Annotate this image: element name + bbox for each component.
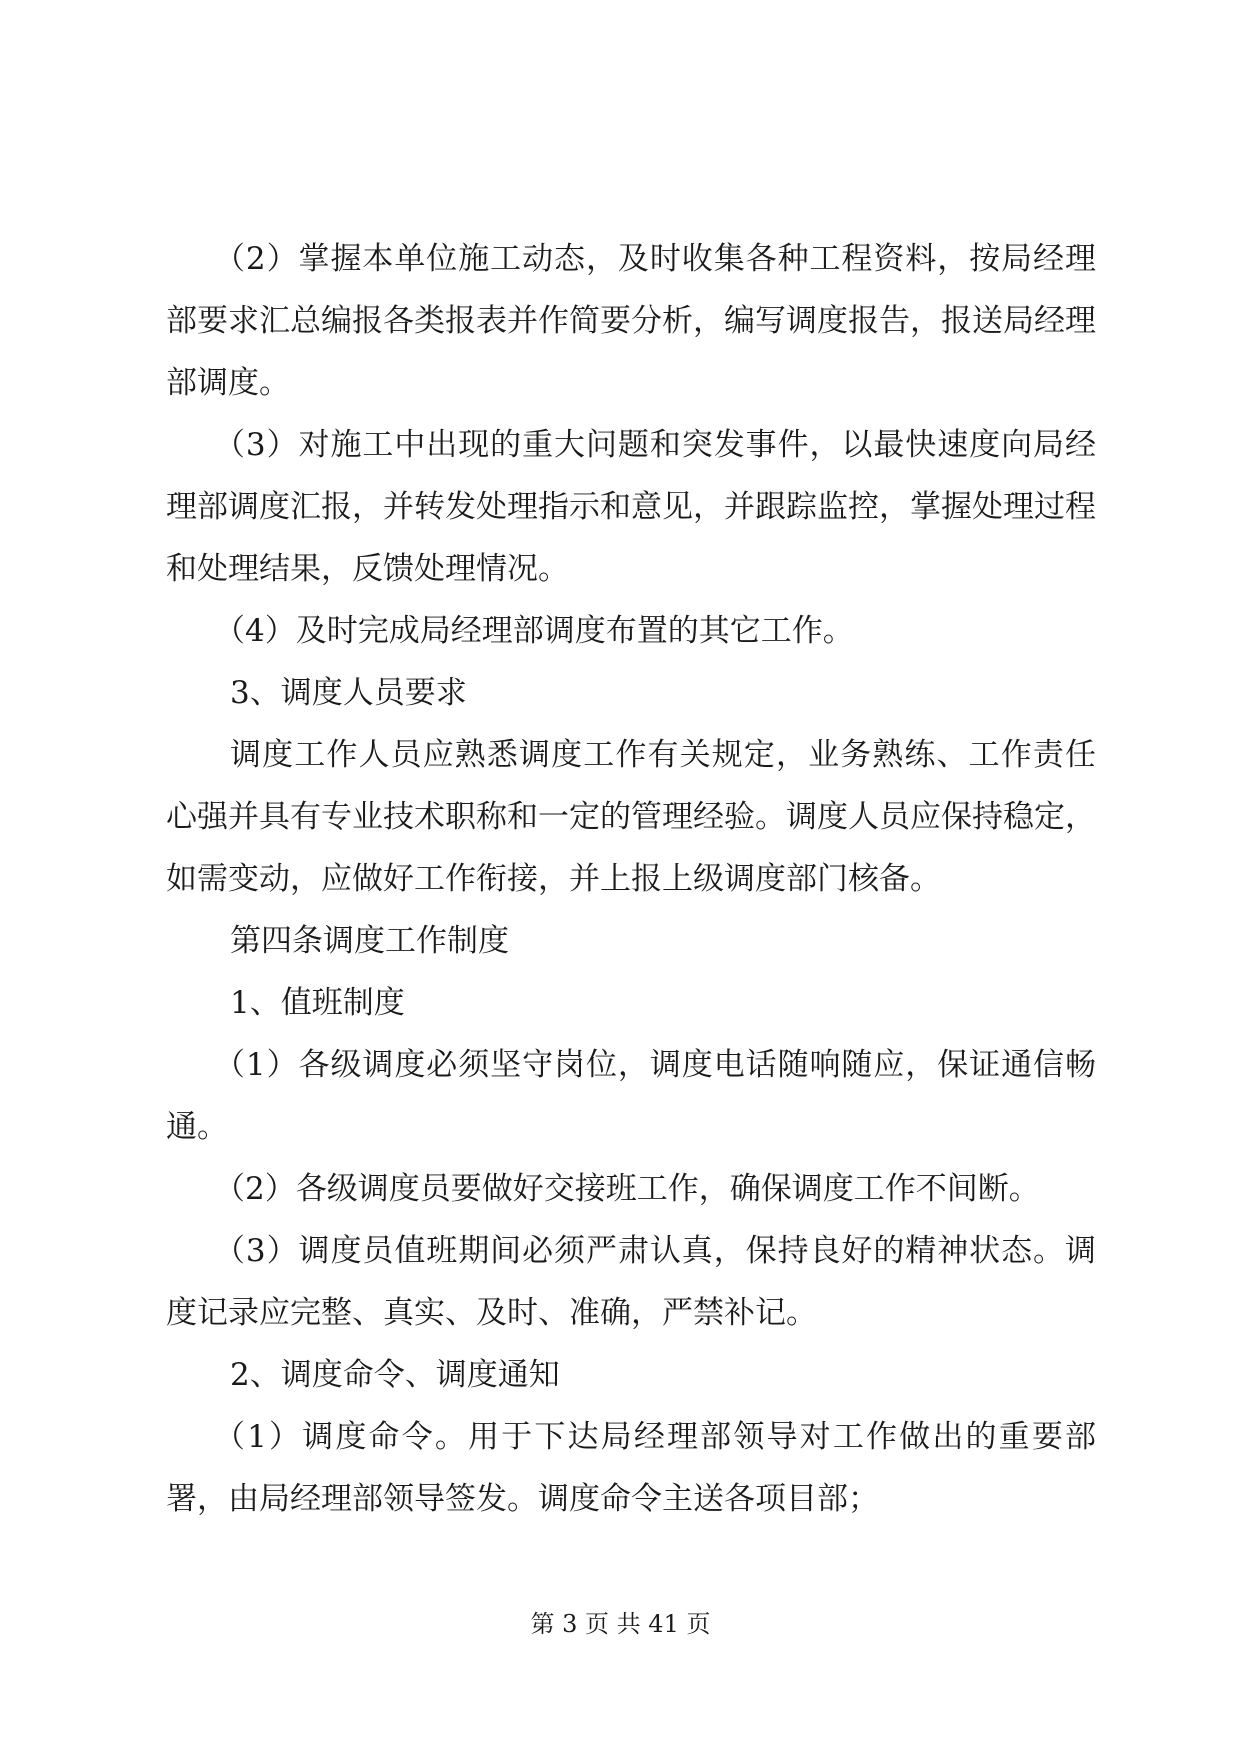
section-heading-dispatch-orders: 2、调度命令、调度通知 [230,1357,560,1393]
paragraph-2-duty: （2）掌握本单位施工动态，及时收集各种工程资料，按局经理部要求汇总编报各类报表并作简要分析，编写调度报告，报送局经理部调度。 [166,241,1096,401]
article-heading-4: 第四条调度工作制度 [230,923,509,959]
document-body [166,228,1096,1530]
paragraph-3-duty: （3）对施工中出现的重大问题和突发事件，以最快速度向局经理部调度汇报，并转发处理指示和意见，并跟踪监控，掌握处理过程和处理结果，反馈处理情况。 [166,427,1096,587]
paragraph-4-duty: （4）及时完成局经理部调度布置的其它工作。 [214,613,854,649]
section-heading-duty-system: 1、值班制度 [230,985,405,1021]
page-number-footer: 第 3 页 共 41 页 [530,1610,711,1638]
paragraph-staff-requirements: 调度工作人员应熟悉调度工作有关规定，业务熟练、工作责任心强并具有专业技术职称和一定的管理经验。调度人员应保持稳定，如需变动，应做好工作衔接，并上报上级调度部门核备。 [166,737,1096,897]
section-heading-staff-requirements: 3、调度人员要求 [230,675,467,711]
paragraph-duty-3: （3）调度员值班期间必须严肃认真，保持良好的精神状态。调度记录应完整、真实、及时、准确，严禁补记。 [166,1233,1096,1331]
paragraph-duty-2: （2）各级调度员要做好交接班工作，确保调度工作不间断。 [214,1171,1040,1207]
paragraph-duty-1: （1）各级调度必须坚守岗位，调度电话随响随应，保证通信畅通。 [166,1047,1096,1145]
paragraph-dispatch-order-1: （1）调度命令。用于下达局经理部领导对工作做出的重要部署，由局经理部领导签发。调度命令主送各项目部； [166,1419,1096,1517]
